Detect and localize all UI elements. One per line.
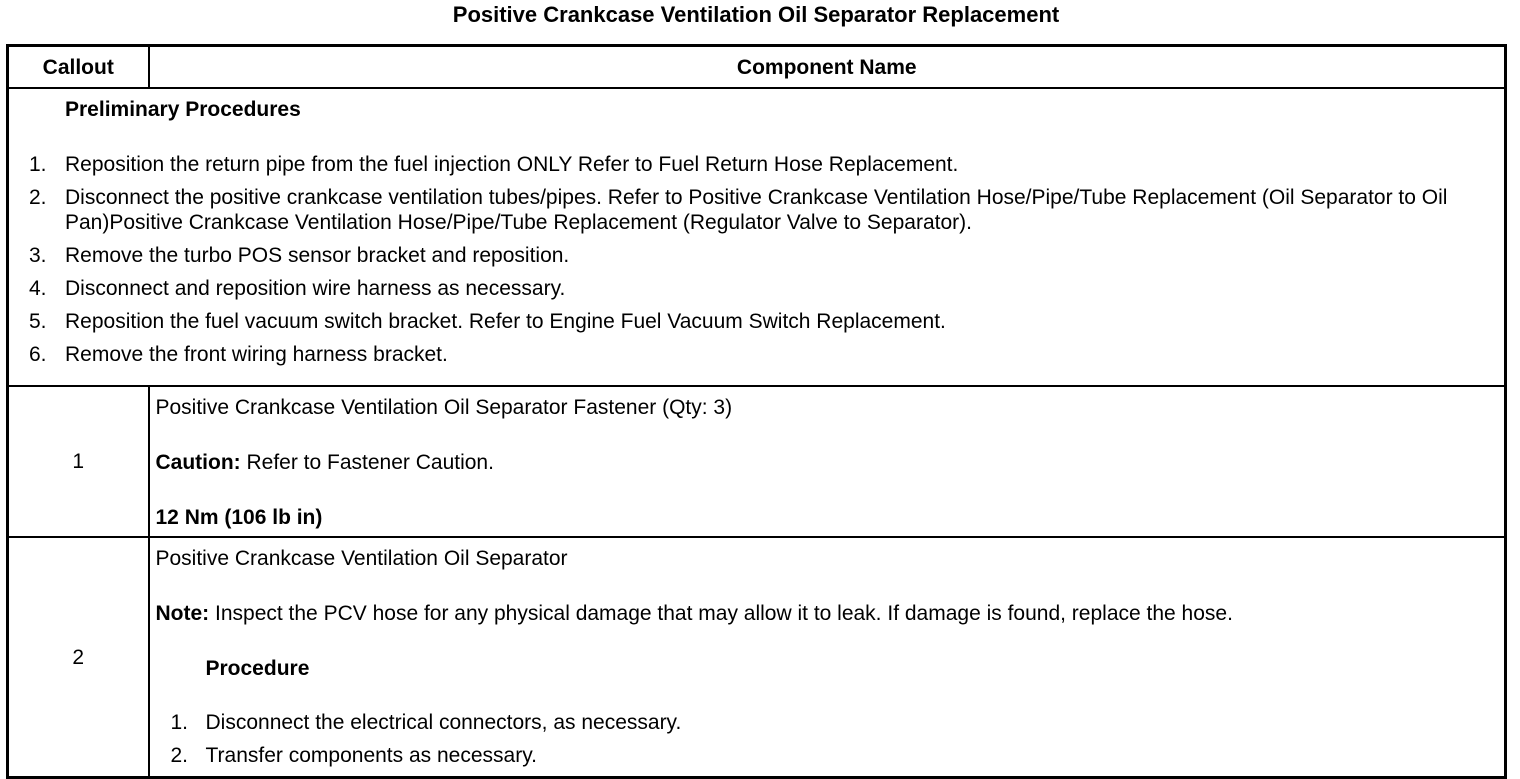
step-text: Disconnect the electrical connectors, as necessary. (205, 711, 682, 734)
step-text: Disconnect the positive crankcase ventilation tubes/pipes. Refer to Positive Crankcase Ventilation Hose/Pipe/Tube Replacement (Oil Separator to Oil Pan)Positive Crankcase Ventilation Hose/Pipe/Tube Replacement (Regulator Valve to Separator). (65, 186, 1448, 234)
step-text: Remove the turbo POS sensor bracket and reposition. (65, 244, 570, 267)
step-number: 6. (29, 343, 47, 366)
list-item (9, 152, 1504, 177)
list-item (156, 710, 1497, 735)
step-text: Reposition the return pipe from the fuel injection ONLY Refer to Fuel Return Hose Replacement. (65, 153, 959, 176)
component-name-column-header: Component Name (149, 46, 1506, 89)
caution-line (156, 450, 1497, 475)
table-row (8, 537, 1506, 778)
note-line (156, 601, 1497, 626)
step-number: 3. (29, 244, 47, 267)
caution-label: Caution: (155, 451, 241, 474)
callout-number: 2 (8, 537, 149, 778)
list-item (9, 309, 1504, 334)
document-title: Positive Crankcase Ventilation Oil Separator Replacement (452, 2, 1060, 27)
note-label: Note: (155, 602, 210, 625)
procedure-steps-list (156, 710, 1497, 768)
preliminary-procedures-row (8, 88, 1506, 386)
step-number: 1. (170, 711, 189, 734)
callout-column-header: Callout (8, 46, 149, 89)
table-header-row (8, 46, 1506, 89)
procedure-table (6, 44, 1507, 779)
table-row (8, 386, 1506, 537)
step-text: Disconnect and reposition wire harness as necessary. (65, 277, 566, 300)
component-cell (149, 386, 1506, 537)
step-text: Reposition the fuel vacuum switch bracket. Refer to Engine Fuel Vacuum Switch Replacement. (65, 310, 946, 333)
component-name: Positive Crankcase Ventilation Oil Separator Fastener (Qty: 3) (155, 396, 733, 419)
callout-number: 1 (8, 386, 149, 537)
preliminary-steps-list (9, 152, 1504, 367)
list-item (156, 743, 1497, 768)
step-number: 5. (29, 310, 47, 333)
preliminary-procedures-heading: Preliminary Procedures (65, 98, 301, 121)
procedure-heading: Procedure (205, 657, 310, 680)
step-number: 1. (29, 153, 47, 176)
step-number: 2. (170, 744, 189, 767)
list-item (9, 185, 1504, 235)
list-item (9, 342, 1504, 367)
step-number: 4. (29, 277, 47, 300)
preliminary-procedures-cell (8, 88, 1506, 386)
list-item (9, 243, 1504, 268)
step-text: Transfer components as necessary. (205, 744, 537, 767)
component-cell (149, 537, 1506, 778)
list-item (9, 276, 1504, 301)
torque-spec: 12 Nm (106 lb in) (155, 506, 323, 529)
component-name: Positive Crankcase Ventilation Oil Separator (155, 547, 568, 570)
note-text: Inspect the PCV hose for any physical damage that may allow it to leak. If damage is found, replace the hose. (209, 602, 1233, 625)
step-text: Remove the front wiring harness bracket. (65, 343, 448, 366)
step-number: 2. (29, 186, 47, 209)
caution-text: Refer to Fastener Caution. (240, 451, 494, 474)
